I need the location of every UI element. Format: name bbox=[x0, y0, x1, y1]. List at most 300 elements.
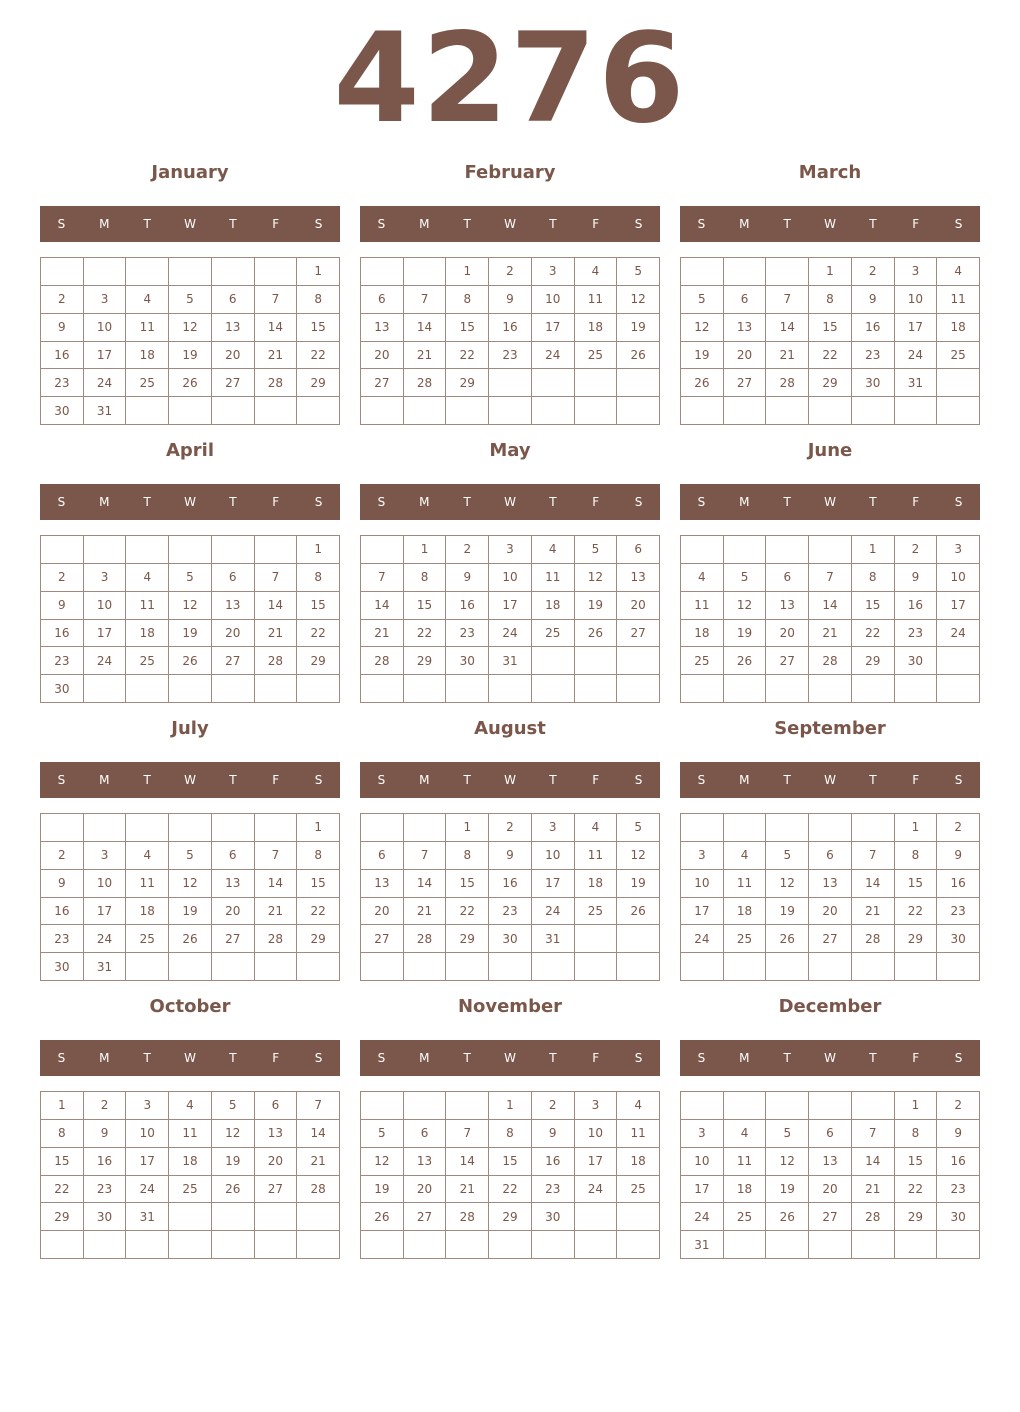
empty-day-cell bbox=[575, 675, 618, 703]
day-cell: 4 bbox=[532, 536, 575, 564]
day-cell: 1 bbox=[446, 258, 489, 286]
day-cell: 22 bbox=[297, 342, 340, 370]
weekday-label: S bbox=[57, 1051, 66, 1065]
empty-day-cell bbox=[212, 953, 255, 981]
weekday-header bbox=[680, 1040, 980, 1076]
day-cell: 5 bbox=[766, 842, 809, 870]
empty-day-cell bbox=[852, 1231, 895, 1259]
day-cell: 22 bbox=[489, 1176, 532, 1204]
day-cell: 4 bbox=[724, 842, 767, 870]
day-cell: 17 bbox=[532, 870, 575, 898]
day-cell: 20 bbox=[724, 342, 767, 370]
empty-day-cell bbox=[126, 953, 169, 981]
day-cell: 15 bbox=[41, 1148, 84, 1176]
empty-day-cell bbox=[361, 675, 404, 703]
weekday-label: S bbox=[697, 495, 706, 509]
day-cell: 17 bbox=[895, 314, 938, 342]
empty-day-cell bbox=[617, 675, 660, 703]
day-cell: 9 bbox=[41, 592, 84, 620]
day-cell: 3 bbox=[489, 536, 532, 564]
day-cell: 28 bbox=[852, 1203, 895, 1231]
empty-day-cell bbox=[255, 814, 298, 842]
day-cell: 11 bbox=[169, 1120, 212, 1148]
empty-day-cell bbox=[255, 397, 298, 425]
day-cell: 31 bbox=[895, 369, 938, 397]
day-cell: 2 bbox=[852, 258, 895, 286]
empty-day-cell bbox=[809, 953, 852, 981]
month-name: October bbox=[149, 996, 231, 1017]
day-cell: 8 bbox=[489, 1120, 532, 1148]
weekday-label: S bbox=[954, 217, 963, 231]
empty-day-cell bbox=[724, 536, 767, 564]
day-cell: 14 bbox=[255, 314, 298, 342]
month-august bbox=[360, 714, 660, 982]
day-cell: 30 bbox=[489, 925, 532, 953]
day-cell: 14 bbox=[255, 870, 298, 898]
day-cell: 28 bbox=[766, 369, 809, 397]
day-cell: 24 bbox=[84, 369, 127, 397]
day-cell: 17 bbox=[681, 1176, 724, 1204]
empty-day-cell bbox=[446, 1231, 489, 1259]
day-grid bbox=[360, 257, 660, 425]
day-cell: 13 bbox=[724, 314, 767, 342]
day-cell: 5 bbox=[766, 1120, 809, 1148]
empty-day-cell bbox=[126, 397, 169, 425]
day-cell: 28 bbox=[809, 647, 852, 675]
day-cell: 2 bbox=[489, 814, 532, 842]
empty-day-cell bbox=[169, 258, 212, 286]
weekday-label: T bbox=[869, 495, 877, 509]
empty-day-cell bbox=[575, 397, 618, 425]
weekday-header bbox=[360, 1040, 660, 1076]
day-cell: 23 bbox=[84, 1176, 127, 1204]
day-cell: 22 bbox=[446, 342, 489, 370]
day-cell: 24 bbox=[575, 1176, 618, 1204]
empty-day-cell bbox=[297, 397, 340, 425]
weekday-label: T bbox=[549, 1051, 557, 1065]
empty-day-cell bbox=[489, 369, 532, 397]
empty-day-cell bbox=[617, 647, 660, 675]
day-cell: 14 bbox=[255, 592, 298, 620]
weekday-label: T bbox=[463, 217, 471, 231]
day-cell: 1 bbox=[895, 1092, 938, 1120]
empty-day-cell bbox=[681, 675, 724, 703]
weekday-label: M bbox=[419, 1051, 430, 1065]
weekday-label: S bbox=[634, 773, 643, 787]
day-cell: 29 bbox=[297, 925, 340, 953]
weekday-header bbox=[40, 1040, 340, 1076]
empty-day-cell bbox=[724, 397, 767, 425]
empty-day-cell bbox=[532, 369, 575, 397]
day-cell: 4 bbox=[126, 564, 169, 592]
day-cell: 20 bbox=[361, 342, 404, 370]
day-cell: 13 bbox=[361, 870, 404, 898]
day-cell: 30 bbox=[84, 1203, 127, 1231]
day-cell: 26 bbox=[169, 369, 212, 397]
empty-day-cell bbox=[126, 675, 169, 703]
weekday-label: W bbox=[824, 773, 836, 787]
day-cell: 7 bbox=[809, 564, 852, 592]
empty-day-cell bbox=[937, 1231, 980, 1259]
empty-day-cell bbox=[809, 397, 852, 425]
weekday-label: S bbox=[377, 1051, 386, 1065]
day-cell: 14 bbox=[361, 592, 404, 620]
day-cell: 27 bbox=[766, 647, 809, 675]
day-cell: 2 bbox=[41, 564, 84, 592]
empty-day-cell bbox=[361, 397, 404, 425]
empty-day-cell bbox=[532, 397, 575, 425]
empty-day-cell bbox=[212, 814, 255, 842]
day-cell: 30 bbox=[895, 647, 938, 675]
day-cell: 20 bbox=[809, 898, 852, 926]
month-april bbox=[40, 436, 340, 704]
empty-day-cell bbox=[809, 1231, 852, 1259]
day-cell: 4 bbox=[724, 1120, 767, 1148]
day-cell: 24 bbox=[126, 1176, 169, 1204]
day-cell: 8 bbox=[809, 286, 852, 314]
day-cell: 21 bbox=[255, 620, 298, 648]
day-cell: 24 bbox=[489, 620, 532, 648]
weekday-label: T bbox=[229, 217, 237, 231]
day-cell: 18 bbox=[724, 1176, 767, 1204]
weekday-label: W bbox=[824, 495, 836, 509]
empty-day-cell bbox=[404, 814, 447, 842]
weekday-label: S bbox=[377, 217, 386, 231]
day-cell: 13 bbox=[766, 592, 809, 620]
day-cell: 30 bbox=[41, 397, 84, 425]
empty-day-cell bbox=[681, 397, 724, 425]
weekday-label: T bbox=[549, 217, 557, 231]
day-cell: 19 bbox=[169, 620, 212, 648]
month-name: July bbox=[171, 718, 209, 739]
empty-day-cell bbox=[937, 397, 980, 425]
day-cell: 12 bbox=[361, 1148, 404, 1176]
empty-day-cell bbox=[895, 953, 938, 981]
month-name: September bbox=[774, 718, 886, 739]
empty-day-cell bbox=[852, 675, 895, 703]
day-cell: 29 bbox=[446, 369, 489, 397]
weekday-label: S bbox=[697, 773, 706, 787]
empty-day-cell bbox=[852, 814, 895, 842]
day-cell: 14 bbox=[404, 870, 447, 898]
weekday-label: W bbox=[504, 217, 516, 231]
day-cell: 7 bbox=[404, 842, 447, 870]
empty-day-cell bbox=[766, 536, 809, 564]
weekday-label: F bbox=[912, 217, 920, 231]
empty-day-cell bbox=[724, 814, 767, 842]
day-cell: 24 bbox=[532, 898, 575, 926]
day-cell: 16 bbox=[41, 342, 84, 370]
weekday-label: T bbox=[869, 1051, 877, 1065]
empty-day-cell bbox=[169, 536, 212, 564]
day-cell: 5 bbox=[169, 564, 212, 592]
weekday-label: F bbox=[592, 217, 600, 231]
day-cell: 23 bbox=[895, 620, 938, 648]
day-cell: 29 bbox=[489, 1203, 532, 1231]
day-cell: 5 bbox=[617, 814, 660, 842]
weekday-label: T bbox=[463, 1051, 471, 1065]
day-cell: 8 bbox=[895, 842, 938, 870]
day-cell: 21 bbox=[852, 898, 895, 926]
day-cell: 3 bbox=[84, 286, 127, 314]
weekday-header bbox=[40, 762, 340, 798]
day-cell: 12 bbox=[766, 870, 809, 898]
empty-day-cell bbox=[255, 1231, 298, 1259]
day-cell: 23 bbox=[41, 369, 84, 397]
empty-day-cell bbox=[489, 397, 532, 425]
day-cell: 28 bbox=[255, 647, 298, 675]
weekday-label: M bbox=[99, 495, 110, 509]
day-cell: 17 bbox=[84, 620, 127, 648]
day-cell: 15 bbox=[446, 870, 489, 898]
day-grid bbox=[680, 813, 980, 981]
empty-day-cell bbox=[212, 258, 255, 286]
weekday-label: F bbox=[592, 1051, 600, 1065]
day-cell: 21 bbox=[255, 342, 298, 370]
weekday-label: T bbox=[783, 773, 791, 787]
empty-day-cell bbox=[255, 258, 298, 286]
empty-day-cell bbox=[361, 1231, 404, 1259]
day-cell: 16 bbox=[937, 870, 980, 898]
empty-day-cell bbox=[575, 647, 618, 675]
empty-day-cell bbox=[681, 258, 724, 286]
empty-day-cell bbox=[766, 1231, 809, 1259]
day-cell: 11 bbox=[126, 870, 169, 898]
day-cell: 3 bbox=[681, 842, 724, 870]
day-cell: 22 bbox=[446, 898, 489, 926]
empty-day-cell bbox=[212, 397, 255, 425]
day-cell: 29 bbox=[809, 369, 852, 397]
empty-day-cell bbox=[297, 953, 340, 981]
day-cell: 10 bbox=[895, 286, 938, 314]
day-cell: 4 bbox=[575, 258, 618, 286]
empty-day-cell bbox=[41, 814, 84, 842]
day-cell: 8 bbox=[446, 286, 489, 314]
empty-day-cell bbox=[852, 953, 895, 981]
weekday-header bbox=[680, 484, 980, 520]
day-cell: 26 bbox=[766, 925, 809, 953]
day-cell: 31 bbox=[489, 647, 532, 675]
day-cell: 3 bbox=[937, 536, 980, 564]
weekday-label: T bbox=[869, 773, 877, 787]
day-cell: 12 bbox=[766, 1148, 809, 1176]
day-cell: 4 bbox=[126, 286, 169, 314]
empty-day-cell bbox=[937, 369, 980, 397]
day-cell: 8 bbox=[297, 842, 340, 870]
empty-day-cell bbox=[212, 1231, 255, 1259]
day-cell: 18 bbox=[126, 620, 169, 648]
weekday-label: M bbox=[739, 773, 750, 787]
day-cell: 4 bbox=[575, 814, 618, 842]
day-cell: 30 bbox=[41, 953, 84, 981]
day-cell: 9 bbox=[41, 314, 84, 342]
day-cell: 29 bbox=[297, 647, 340, 675]
day-cell: 14 bbox=[766, 314, 809, 342]
day-cell: 26 bbox=[575, 620, 618, 648]
empty-day-cell bbox=[489, 1231, 532, 1259]
day-cell: 25 bbox=[532, 620, 575, 648]
weekday-label: S bbox=[954, 1051, 963, 1065]
day-cell: 2 bbox=[41, 842, 84, 870]
empty-day-cell bbox=[766, 1092, 809, 1120]
day-cell: 8 bbox=[852, 564, 895, 592]
empty-day-cell bbox=[681, 953, 724, 981]
day-cell: 18 bbox=[724, 898, 767, 926]
day-cell: 6 bbox=[361, 286, 404, 314]
day-cell: 13 bbox=[809, 870, 852, 898]
weekday-label: W bbox=[504, 495, 516, 509]
day-cell: 15 bbox=[895, 1148, 938, 1176]
empty-day-cell bbox=[446, 1092, 489, 1120]
empty-day-cell bbox=[895, 675, 938, 703]
day-cell: 2 bbox=[446, 536, 489, 564]
empty-day-cell bbox=[575, 369, 618, 397]
day-cell: 1 bbox=[895, 814, 938, 842]
empty-day-cell bbox=[84, 675, 127, 703]
day-cell: 19 bbox=[169, 898, 212, 926]
empty-day-cell bbox=[84, 814, 127, 842]
day-cell: 3 bbox=[532, 258, 575, 286]
month-name: August bbox=[474, 718, 546, 739]
empty-day-cell bbox=[255, 675, 298, 703]
day-cell: 14 bbox=[852, 870, 895, 898]
day-cell: 7 bbox=[852, 842, 895, 870]
day-cell: 25 bbox=[126, 647, 169, 675]
day-cell: 26 bbox=[617, 342, 660, 370]
empty-day-cell bbox=[446, 953, 489, 981]
day-cell: 6 bbox=[766, 564, 809, 592]
weekday-label: M bbox=[99, 773, 110, 787]
day-cell: 13 bbox=[212, 592, 255, 620]
day-cell: 13 bbox=[361, 314, 404, 342]
weekday-label: M bbox=[99, 1051, 110, 1065]
empty-day-cell bbox=[41, 536, 84, 564]
empty-day-cell bbox=[852, 1092, 895, 1120]
empty-day-cell bbox=[255, 536, 298, 564]
month-name: March bbox=[798, 162, 862, 183]
day-cell: 1 bbox=[446, 814, 489, 842]
day-cell: 19 bbox=[617, 314, 660, 342]
day-cell: 10 bbox=[84, 592, 127, 620]
weekday-label: M bbox=[739, 1051, 750, 1065]
day-cell: 20 bbox=[809, 1176, 852, 1204]
empty-day-cell bbox=[446, 675, 489, 703]
empty-day-cell bbox=[41, 258, 84, 286]
day-cell: 18 bbox=[575, 870, 618, 898]
day-cell: 5 bbox=[617, 258, 660, 286]
month-november bbox=[360, 992, 660, 1260]
day-cell: 21 bbox=[297, 1148, 340, 1176]
day-cell: 24 bbox=[681, 925, 724, 953]
month-name: December bbox=[778, 996, 882, 1017]
day-cell: 18 bbox=[681, 620, 724, 648]
empty-day-cell bbox=[809, 1092, 852, 1120]
day-cell: 9 bbox=[41, 870, 84, 898]
day-cell: 16 bbox=[446, 592, 489, 620]
empty-day-cell bbox=[126, 1231, 169, 1259]
day-cell: 1 bbox=[489, 1092, 532, 1120]
day-grid bbox=[40, 1091, 340, 1259]
day-cell: 18 bbox=[575, 314, 618, 342]
day-cell: 5 bbox=[169, 286, 212, 314]
weekday-label: W bbox=[504, 1051, 516, 1065]
empty-day-cell bbox=[255, 953, 298, 981]
day-cell: 11 bbox=[575, 286, 618, 314]
day-cell: 19 bbox=[766, 898, 809, 926]
empty-day-cell bbox=[575, 925, 618, 953]
weekday-label: S bbox=[314, 1051, 323, 1065]
day-cell: 13 bbox=[212, 870, 255, 898]
day-cell: 11 bbox=[126, 592, 169, 620]
empty-day-cell bbox=[617, 397, 660, 425]
empty-day-cell bbox=[126, 258, 169, 286]
weekday-header bbox=[40, 484, 340, 520]
day-cell: 23 bbox=[937, 1176, 980, 1204]
day-cell: 21 bbox=[404, 342, 447, 370]
day-cell: 15 bbox=[297, 870, 340, 898]
day-cell: 21 bbox=[766, 342, 809, 370]
day-cell: 25 bbox=[617, 1176, 660, 1204]
day-cell: 17 bbox=[84, 342, 127, 370]
day-cell: 13 bbox=[212, 314, 255, 342]
weekday-label: T bbox=[143, 495, 151, 509]
day-cell: 23 bbox=[41, 647, 84, 675]
weekday-label: F bbox=[272, 1051, 280, 1065]
day-cell: 20 bbox=[212, 620, 255, 648]
day-cell: 12 bbox=[169, 592, 212, 620]
day-cell: 18 bbox=[617, 1148, 660, 1176]
empty-day-cell bbox=[212, 536, 255, 564]
weekday-label: T bbox=[143, 217, 151, 231]
empty-day-cell bbox=[361, 953, 404, 981]
empty-day-cell bbox=[169, 675, 212, 703]
empty-day-cell bbox=[169, 814, 212, 842]
weekday-label: F bbox=[592, 495, 600, 509]
day-cell: 24 bbox=[532, 342, 575, 370]
day-cell: 15 bbox=[809, 314, 852, 342]
empty-day-cell bbox=[404, 258, 447, 286]
empty-day-cell bbox=[617, 369, 660, 397]
weekday-label: M bbox=[419, 773, 430, 787]
day-cell: 22 bbox=[297, 620, 340, 648]
day-cell: 25 bbox=[724, 925, 767, 953]
day-cell: 1 bbox=[852, 536, 895, 564]
empty-day-cell bbox=[532, 647, 575, 675]
day-cell: 3 bbox=[681, 1120, 724, 1148]
day-cell: 29 bbox=[852, 647, 895, 675]
day-cell: 14 bbox=[404, 314, 447, 342]
day-cell: 18 bbox=[937, 314, 980, 342]
day-grid bbox=[40, 535, 340, 703]
day-cell: 10 bbox=[575, 1120, 618, 1148]
day-cell: 25 bbox=[126, 369, 169, 397]
day-cell: 3 bbox=[532, 814, 575, 842]
day-grid bbox=[40, 257, 340, 425]
day-cell: 15 bbox=[446, 314, 489, 342]
day-cell: 16 bbox=[937, 1148, 980, 1176]
day-cell: 20 bbox=[617, 592, 660, 620]
day-cell: 23 bbox=[41, 925, 84, 953]
month-name: May bbox=[489, 440, 531, 461]
day-grid bbox=[40, 813, 340, 981]
day-cell: 18 bbox=[126, 898, 169, 926]
day-cell: 15 bbox=[297, 314, 340, 342]
day-cell: 19 bbox=[617, 870, 660, 898]
day-cell: 5 bbox=[361, 1120, 404, 1148]
day-cell: 6 bbox=[212, 842, 255, 870]
day-grid bbox=[680, 1091, 980, 1259]
day-cell: 16 bbox=[41, 620, 84, 648]
